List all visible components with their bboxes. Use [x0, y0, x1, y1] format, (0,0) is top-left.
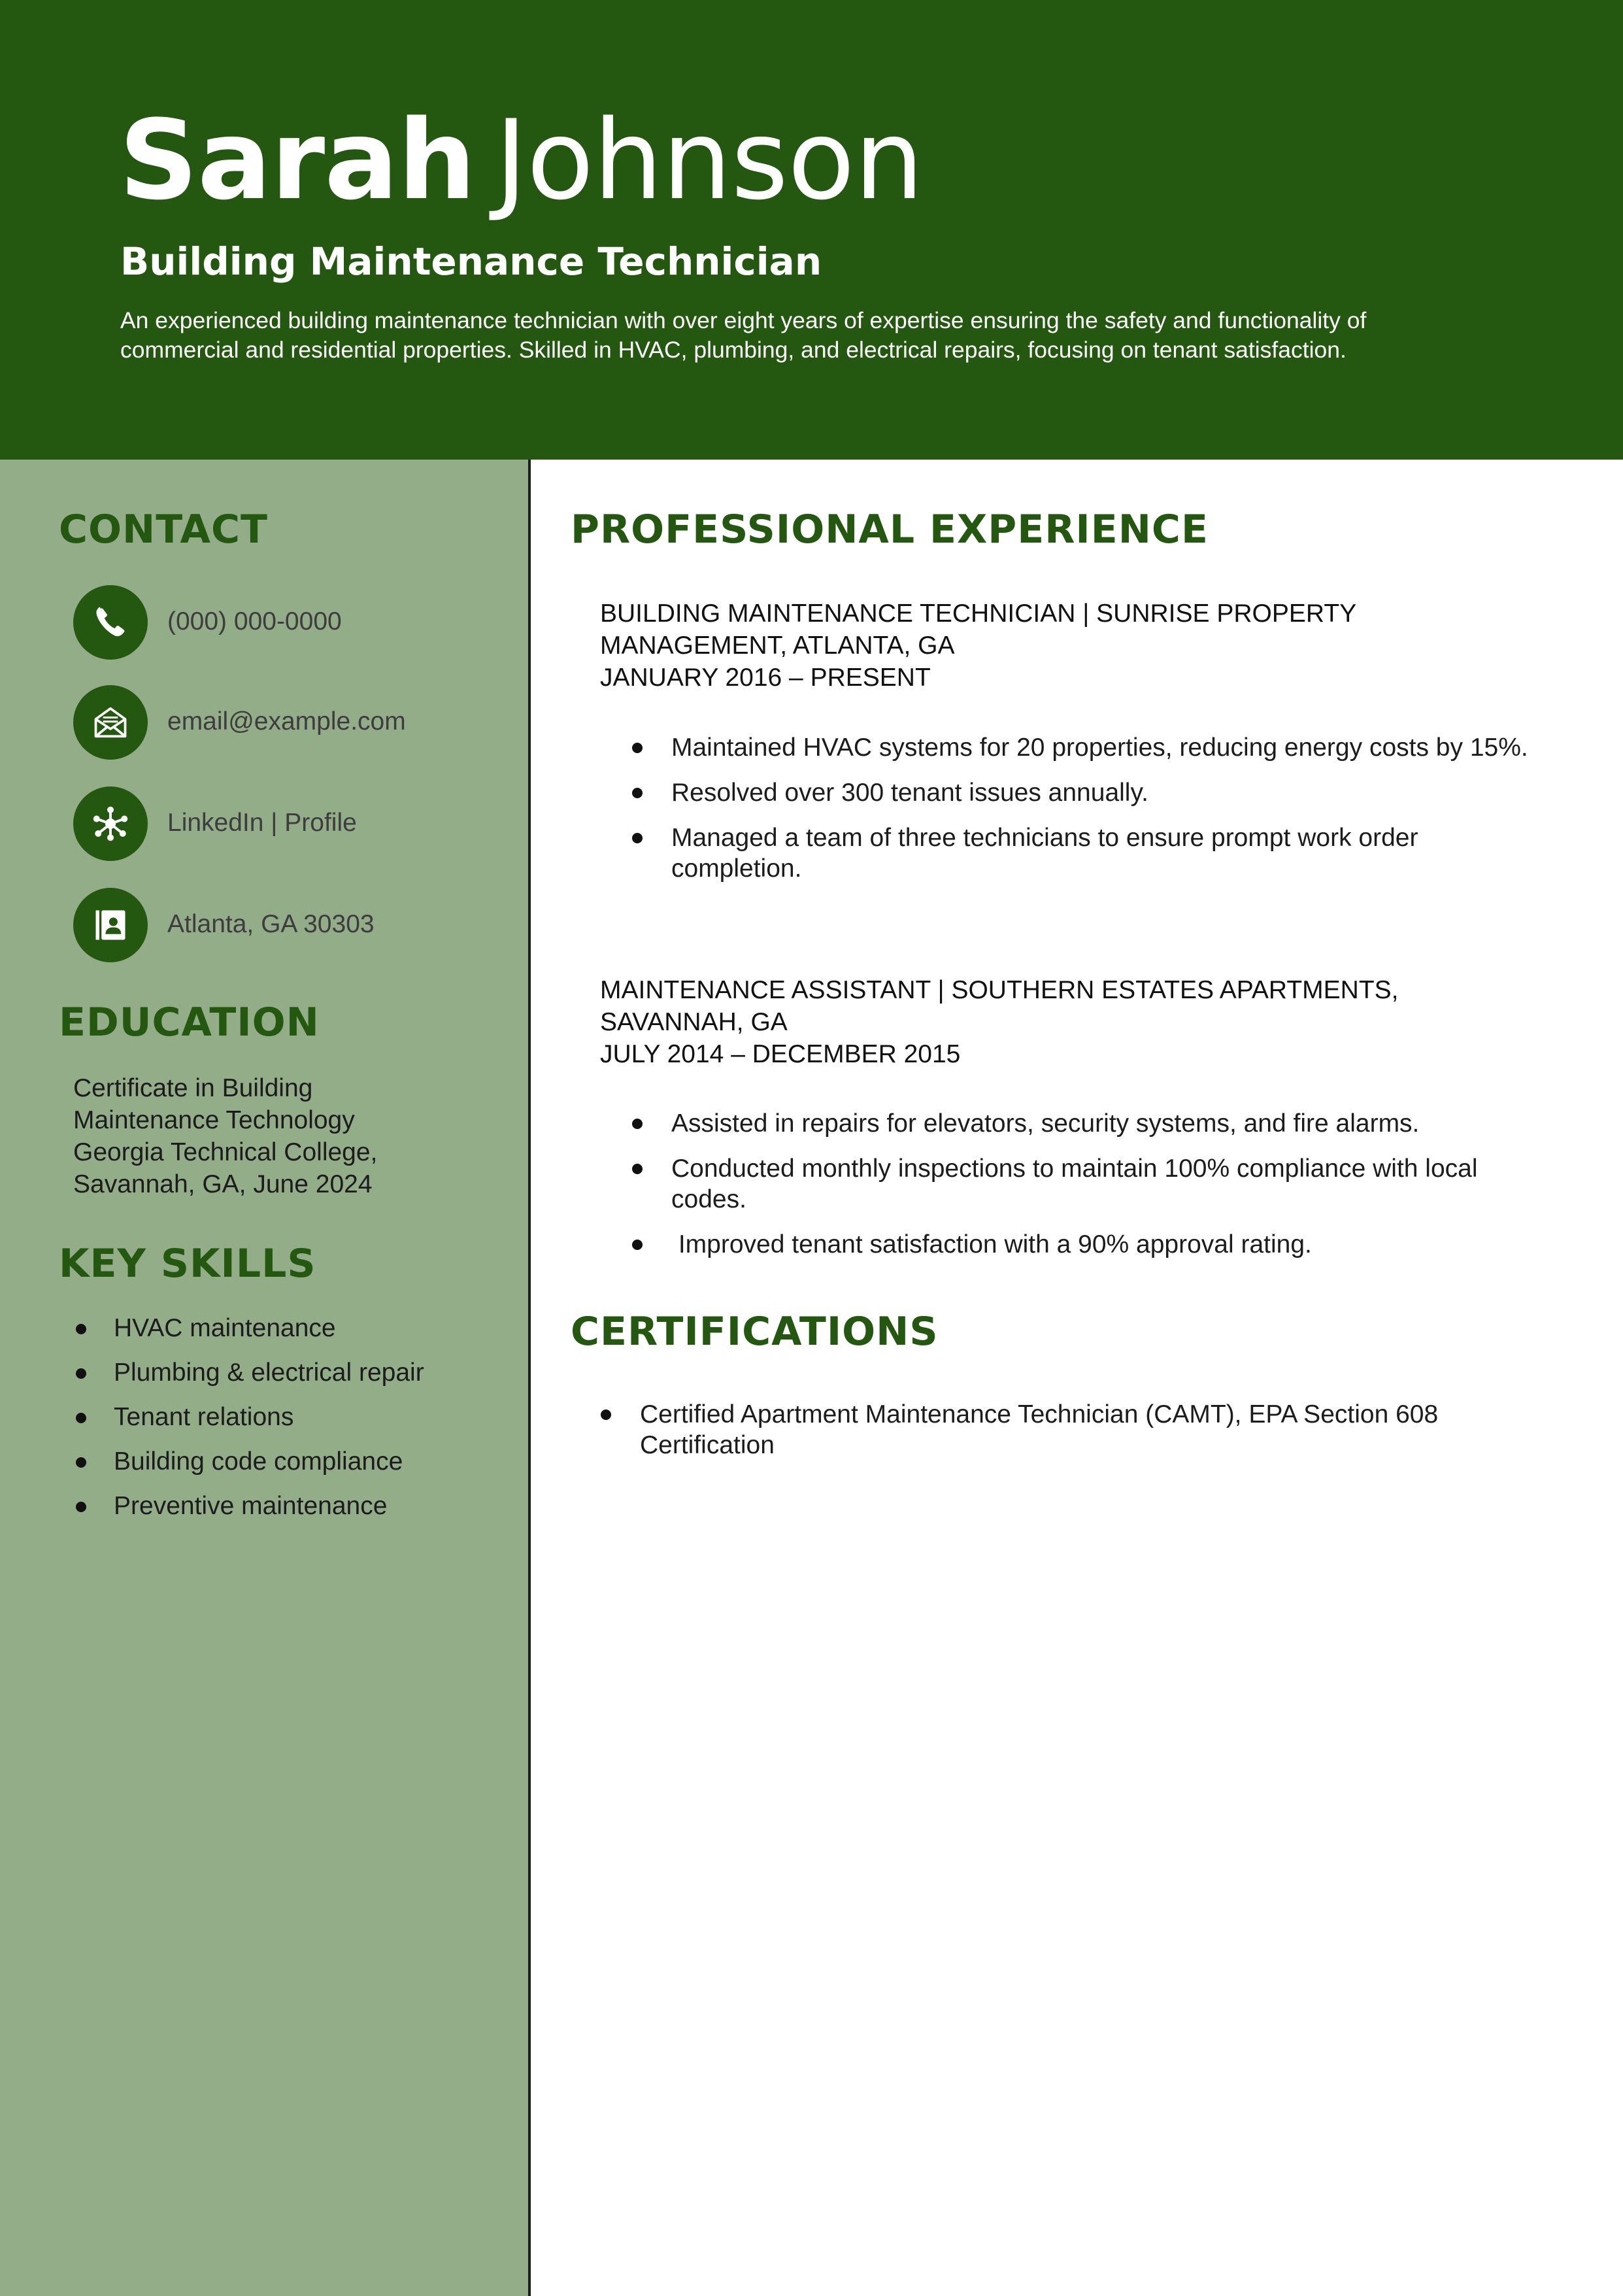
- education-heading: EDUCATION: [59, 1000, 320, 1045]
- list-item: [634, 822, 1530, 884]
- job-title-line: MAINTENANCE ASSISTANT | SOUTHERN ESTATES APARTMENTS,: [600, 976, 1399, 1004]
- bullet-icon: [632, 743, 643, 753]
- job-duties-list: [634, 1108, 1530, 1274]
- contact-phone-text: (000) 000-0000: [167, 607, 342, 635]
- email-icon: [73, 685, 148, 760]
- contact-location: [73, 888, 518, 962]
- contact-heading: CONTACT: [59, 507, 268, 552]
- professional-summary: [120, 306, 1467, 365]
- duty-text: Conducted monthly inspections to maintain 100% compliance with local codes.: [671, 1155, 1478, 1213]
- education-line: Georgia Technical College,: [73, 1138, 378, 1166]
- education-entry: [73, 1072, 505, 1200]
- skill-text: Preventive maintenance: [114, 1492, 388, 1520]
- contact-phone: [73, 585, 518, 660]
- education-line: Maintenance Technology: [73, 1106, 355, 1134]
- bullet-icon: [632, 1164, 643, 1174]
- list-item: [73, 1446, 518, 1491]
- experience-heading: PROFESSIONAL EXPERIENCE: [571, 507, 1209, 552]
- phone-icon: [73, 585, 148, 660]
- duty-text: Resolved over 300 tenant issues annually.: [671, 779, 1148, 807]
- duty-text: Managed a team of three technicians to ensure prompt work order completion.: [671, 824, 1418, 883]
- list-item: [73, 1357, 518, 1402]
- job-title: Building Maintenance Technician: [120, 239, 822, 284]
- contact-linkedin-text: LinkedIn | Profile: [167, 809, 357, 837]
- job-header: [600, 598, 1515, 694]
- job-dates: JANUARY 2016 – PRESENT: [600, 664, 931, 692]
- skills-list: [73, 1313, 518, 1535]
- education-line: Savannah, GA, June 2024: [73, 1170, 373, 1198]
- bullet-icon: [632, 1240, 643, 1250]
- summary-line: An experienced building maintenance technician with over eight years of expertise ensuring the safety and functionality of: [120, 307, 1367, 333]
- bullet-icon: [76, 1413, 86, 1423]
- network-icon: [73, 786, 148, 861]
- resume-header: [0, 0, 1623, 460]
- education-line: Certificate in Building: [73, 1074, 313, 1102]
- certifications-list: [600, 1399, 1528, 1460]
- address-book-icon: [73, 888, 148, 962]
- summary-line: commercial and residential properties. Skilled in HVAC, plumbing, and electrical repairs, focusing on tenant satisfaction.: [120, 337, 1347, 363]
- first-name: Sarah: [119, 96, 476, 224]
- certification-text: Certified Apartment Maintenance Technician (CAMT), EPA Section 608 Certification: [640, 1400, 1439, 1459]
- list-item: [73, 1313, 518, 1357]
- job-header: [600, 974, 1515, 1070]
- list-item: [634, 1153, 1530, 1215]
- skill-text: HVAC maintenance: [114, 1314, 336, 1342]
- column-divider: [528, 460, 531, 2296]
- skill-text: Building code compliance: [114, 1447, 403, 1476]
- list-item: [73, 1402, 518, 1446]
- list-item: [73, 1491, 518, 1535]
- skills-heading: KEY SKILLS: [59, 1241, 316, 1287]
- bullet-icon: [601, 1410, 611, 1420]
- bullet-icon: [76, 1502, 86, 1512]
- list-item: [634, 732, 1530, 763]
- contact-email: [73, 685, 518, 760]
- job-duties-list: [634, 732, 1530, 898]
- last-name: Johnson: [495, 96, 924, 224]
- list-item: [600, 1399, 1528, 1460]
- list-item: [634, 777, 1530, 808]
- contact-location-text: Atlanta, GA 30303: [167, 910, 375, 938]
- bullet-icon: [76, 1368, 86, 1379]
- duty-text: Assisted in repairs for elevators, security systems, and fire alarms.: [671, 1109, 1420, 1138]
- list-item: [634, 1229, 1530, 1260]
- job-dates: JULY 2014 – DECEMBER 2015: [600, 1040, 961, 1068]
- skill-text: Tenant relations: [114, 1403, 294, 1431]
- bullet-icon: [76, 1324, 86, 1334]
- duty-text: Maintained HVAC systems for 20 properties, reducing energy costs by 15%.: [671, 734, 1528, 762]
- bullet-icon: [76, 1457, 86, 1468]
- certifications-heading: CERTIFICATIONS: [571, 1309, 939, 1355]
- job-title-line: SAVANNAH, GA: [600, 1008, 788, 1036]
- bullet-icon: [632, 833, 643, 843]
- job-title-line: MANAGEMENT, ATLANTA, GA: [600, 632, 955, 660]
- candidate-name: [119, 92, 923, 229]
- bullet-icon: [632, 788, 643, 798]
- contact-email-text: email@example.com: [167, 707, 406, 735]
- contact-linkedin: [73, 786, 518, 861]
- duty-text: Improved tenant satisfaction with a 90% approval rating.: [671, 1230, 1312, 1258]
- job-title-line: BUILDING MAINTENANCE TECHNICIAN | SUNRISE PROPERTY: [600, 599, 1357, 628]
- list-item: [634, 1108, 1530, 1139]
- skill-text: Plumbing & electrical repair: [114, 1359, 424, 1387]
- bullet-icon: [632, 1119, 643, 1129]
